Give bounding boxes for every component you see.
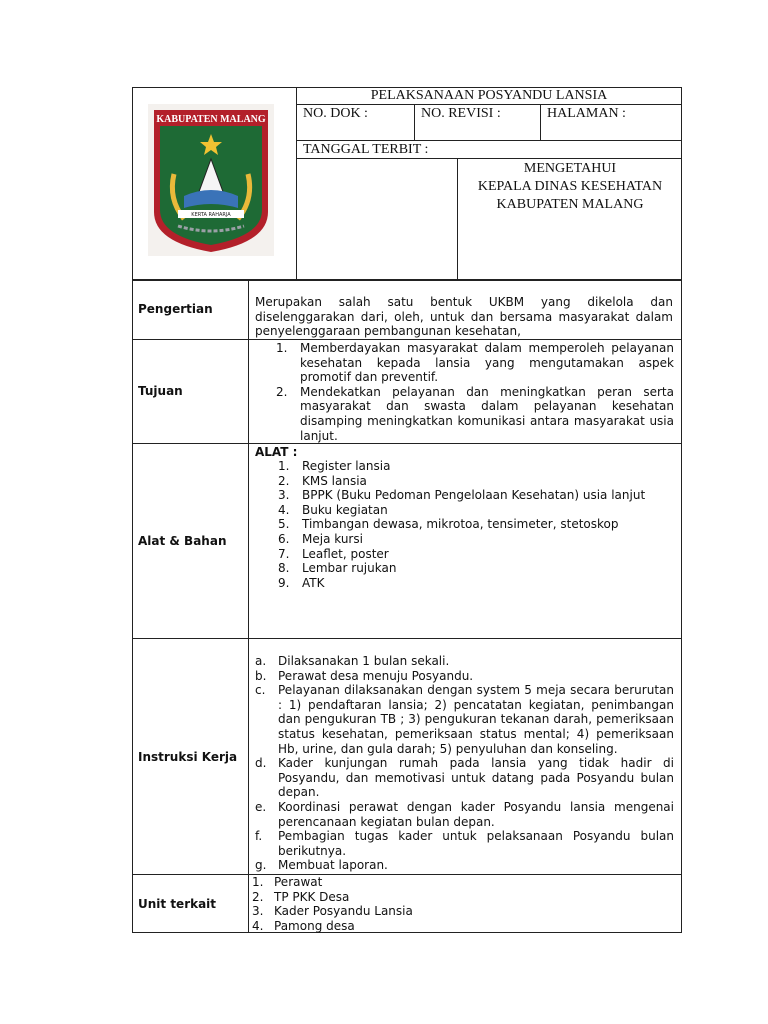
list-item: 9. ATK bbox=[278, 575, 325, 590]
alat-bahan-label: Alat & Bahan bbox=[138, 534, 227, 548]
list-item: g. Membuat laporan. bbox=[255, 858, 388, 873]
no-dok-label: NO. DOK : bbox=[303, 106, 368, 121]
alat-heading: ALAT : bbox=[255, 445, 298, 459]
row-divider-3 bbox=[132, 638, 682, 639]
list-item: 3. Kader Posyandu Lansia bbox=[252, 904, 413, 919]
title-row-line bbox=[296, 104, 682, 105]
label-column-divider bbox=[248, 280, 249, 933]
list-item: c. Pelayanan dilaksanakan dengan system 5 meja secara berurutan : 1) pendaftaran lansia; 2) pencatatan kegiatan, penimbangan dan pengukuran TB ; 3) pengukuran tekanan darah, pemeriksaan status kesehatan, pemeriksaan status mental; 4) pemeriksaan Hb, urine, dan gula darah; 5) penyuluhan dan konseling. bbox=[255, 683, 674, 756]
list-item: e. Koordinasi perawat dengan kader Posyandu lansia mengenai perencanaan kegiatan bulan depan. bbox=[255, 799, 674, 829]
pengertian-text: Merupakan salah satu bentuk UKBM yang dikelola dan diselenggarakan dari, oleh, untuk dan bersama masyarakat dalam penyelenggaraan pembangunan kesehatan, bbox=[255, 295, 673, 339]
list-item: 4. Pamong desa bbox=[252, 918, 355, 933]
list-item: b. Perawat desa menuju Posyandu. bbox=[255, 668, 474, 683]
list-item: 4. Buku kegiatan bbox=[278, 502, 388, 517]
instruksi-kerja-label: Instruksi Kerja bbox=[138, 750, 238, 764]
kabupaten-malang-logo bbox=[148, 104, 274, 256]
no-revisi-label: NO. REVISI : bbox=[421, 106, 501, 121]
tujuan-label: Tujuan bbox=[138, 384, 183, 398]
mengetahui-line-3: KABUPATEN MALANG bbox=[496, 197, 644, 212]
mengetahui-line-1: MENGETAHUI bbox=[523, 161, 617, 176]
unit-list bbox=[252, 875, 672, 933]
list-item: 6. Meja kursi bbox=[278, 531, 363, 546]
list-item: d. Kader kunjungan rumah pada lansia yang tidak hadir di Posyandu, dan memotivasi untuk datang pada Posyandu bulan depan. bbox=[255, 756, 674, 800]
list-item: a. Dilaksanakan 1 bulan sekali. bbox=[255, 654, 450, 668]
row-divider-1 bbox=[132, 339, 682, 340]
logo-cell-divider bbox=[296, 87, 297, 280]
list-item: 1. Register lansia bbox=[278, 459, 391, 473]
mengetahui-block bbox=[458, 160, 682, 214]
mengetahui-line-2: KEPALA DINAS KESEHATAN bbox=[477, 179, 663, 194]
list-item: 1. Memberdayakan masyarakat dalam memperoleh pelayanan kesehatan kepada lansia yang mengutamakan aspek promotif dan preventif. bbox=[276, 341, 674, 385]
svg-text:KERTA RAHARJA: KERTA RAHARJA bbox=[191, 212, 231, 218]
alat-list bbox=[278, 459, 674, 590]
list-item: 2. KMS lansia bbox=[278, 473, 367, 488]
list-item: 5. Timbangan dewasa, mikrotoa, tensimeter, stetoskop bbox=[278, 517, 619, 532]
list-item: 7. Leaflet, poster bbox=[278, 546, 389, 561]
list-item: 2. Mendekatkan pelayanan dan meningkatkan peran serta masyarakat dan swasta dalam pelayanan kesehatan disamping meningkatkan komunikasi antara masyarakat usia lanjut. bbox=[276, 384, 674, 443]
tanggal-terbit-label: TANGGAL TERBIT : bbox=[303, 142, 429, 157]
tujuan-list bbox=[276, 341, 674, 443]
tanggal-row-line bbox=[296, 158, 682, 159]
halaman-label: HALAMAN : bbox=[547, 106, 626, 121]
instruksi-list bbox=[255, 654, 674, 873]
list-item: 8. Lembar rujukan bbox=[278, 561, 397, 576]
svg-text:KABUPATEN MALANG: KABUPATEN MALANG bbox=[156, 114, 266, 125]
unit-terkait-label: Unit terkait bbox=[138, 897, 217, 911]
list-item: 2. TP PKK Desa bbox=[252, 889, 350, 904]
dok-row-line bbox=[296, 140, 682, 141]
pengertian-label: Pengertian bbox=[138, 302, 213, 316]
list-item: f. Pembagian tugas kader untuk pelaksanaan Posyandu bulan berikutnya. bbox=[255, 829, 674, 858]
list-item: 3. BPPK (Buku Pedoman Pengelolaan Kesehatan) usia lanjut bbox=[278, 488, 646, 503]
list-item: 1. Perawat bbox=[252, 875, 323, 889]
document-title: PELAKSANAAN POSYANDU LANSIA bbox=[370, 88, 608, 103]
revisi-divider bbox=[540, 104, 541, 140]
dok-divider bbox=[414, 104, 415, 140]
